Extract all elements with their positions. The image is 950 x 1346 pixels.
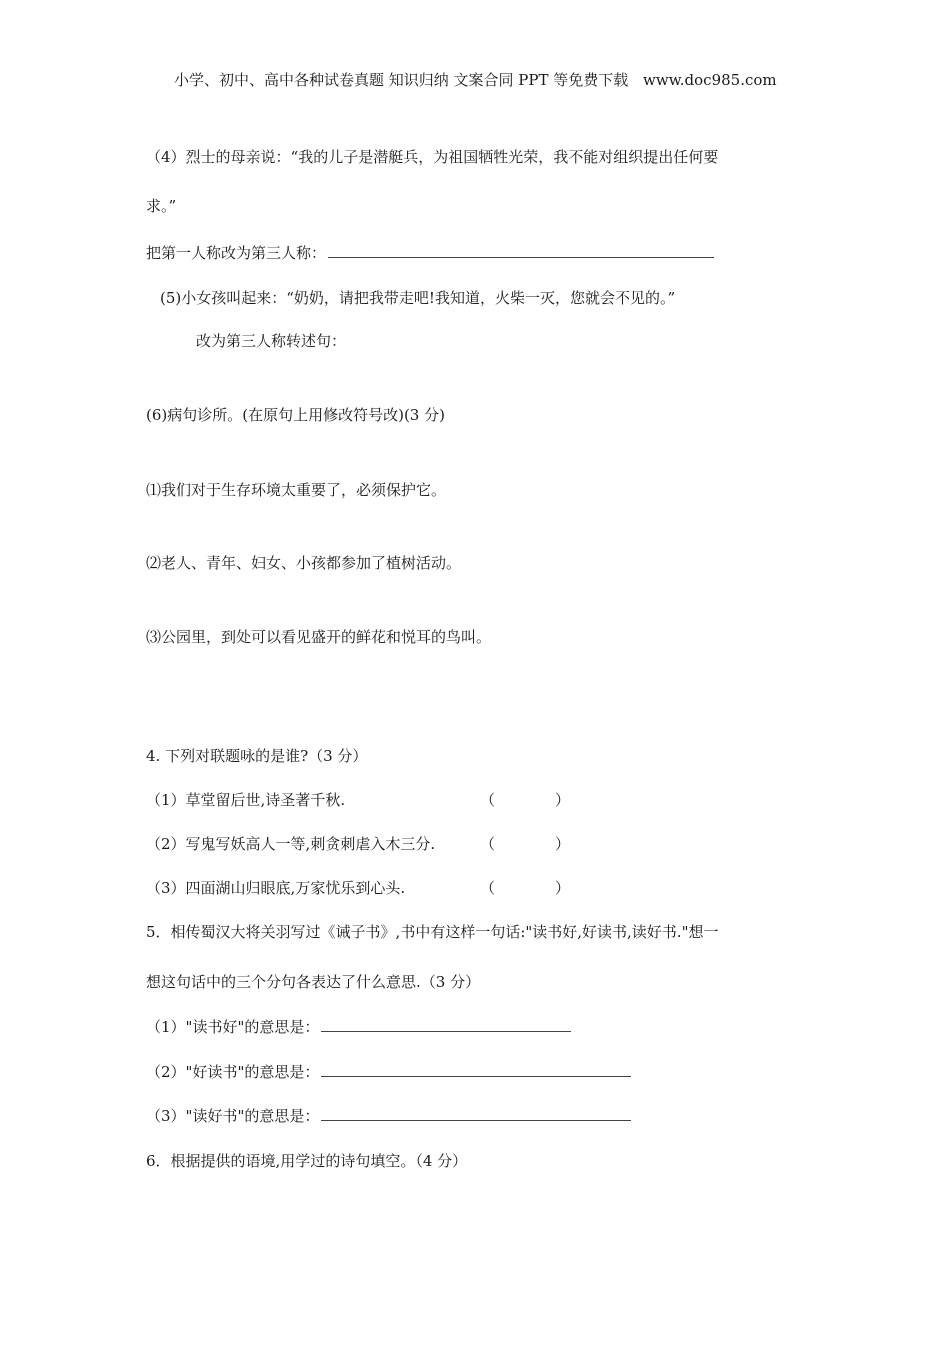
q5-instruction: 改为第三人称转述句：: [196, 332, 347, 350]
question4-answer-3[interactable]: （ ）: [480, 879, 571, 897]
page-header: [174, 70, 777, 90]
q5-sentence-line1: (5)小女孩叫起来：“奶奶，请把我带走吧!我知道，火柴一灭，您就会不见的。”: [160, 289, 676, 307]
question4-item-3: （3）四面湖山归眼底,万家忧乐到心头.: [146, 879, 406, 897]
question5-item-3-label: （3）"读好书"的意思是：: [146, 1107, 320, 1125]
question4-item-1: （1）草堂留后世,诗圣著千秋.: [146, 791, 346, 809]
question5-item-1-label: （1）"读书好"的意思是：: [146, 1018, 320, 1036]
q6-item-2: ⑵老人、青年、妇女、小孩都参加了植树活动。: [146, 554, 462, 572]
question4-item-2: （2）写鬼写妖高人一等,刺贪刺虐入木三分.: [146, 835, 436, 853]
q4-sentence-line2: 求。”: [146, 197, 177, 215]
q4-answer-blank[interactable]: [328, 243, 714, 258]
q6-item-3: ⑶公园里，到处可以看见盛开的鲜花和悦耳的鸟叫。: [146, 628, 492, 646]
question5-item-2-label: （2）"好读书"的意思是：: [146, 1063, 320, 1081]
header-site-link[interactable]: www.doc985.com: [643, 71, 777, 89]
question4-answer-1[interactable]: （ ）: [480, 791, 571, 809]
q6-item-1: ⑴我们对于生存环境太重要了，必须保护它。: [146, 481, 447, 499]
question5-item-3: [146, 1106, 631, 1126]
question5-blank-1[interactable]: [321, 1017, 571, 1032]
question6-title: 6．根据提供的语境,用学过的诗句填空。（4 分）: [146, 1152, 468, 1170]
question5-line1: 5．相传蜀汉大将关羽写过《诫子书》,书中有这样一句话:"读书好,好读书,读好书."想一: [146, 923, 719, 941]
q4-sentence-line1: （4）烈士的母亲说：“我的儿子是潜艇兵，为祖国牺牲光荣，我不能对组织提出任何要: [146, 148, 719, 166]
question5-item-2: [146, 1062, 631, 1082]
q4-instruction-text: 把第一人称改为第三人称：: [146, 244, 327, 262]
question5-item-1: [146, 1017, 571, 1037]
question5-line2: 想这句话中的三个分句各表达了什么意思.（3 分）: [146, 973, 481, 991]
q6-title: (6)病句诊所。(在原句上用修改符号改)(3 分): [146, 406, 445, 424]
q4-instruction: [146, 243, 714, 263]
question5-blank-2[interactable]: [321, 1062, 631, 1077]
question4-title: 4. 下列对联题咏的是谁?（3 分）: [146, 747, 368, 765]
header-text: 小学、初中、高中各种试卷真题 知识归纳 文案合同 PPT 等免费下载: [174, 71, 629, 89]
question5-blank-3[interactable]: [321, 1106, 631, 1121]
question4-answer-2[interactable]: （ ）: [480, 835, 571, 853]
